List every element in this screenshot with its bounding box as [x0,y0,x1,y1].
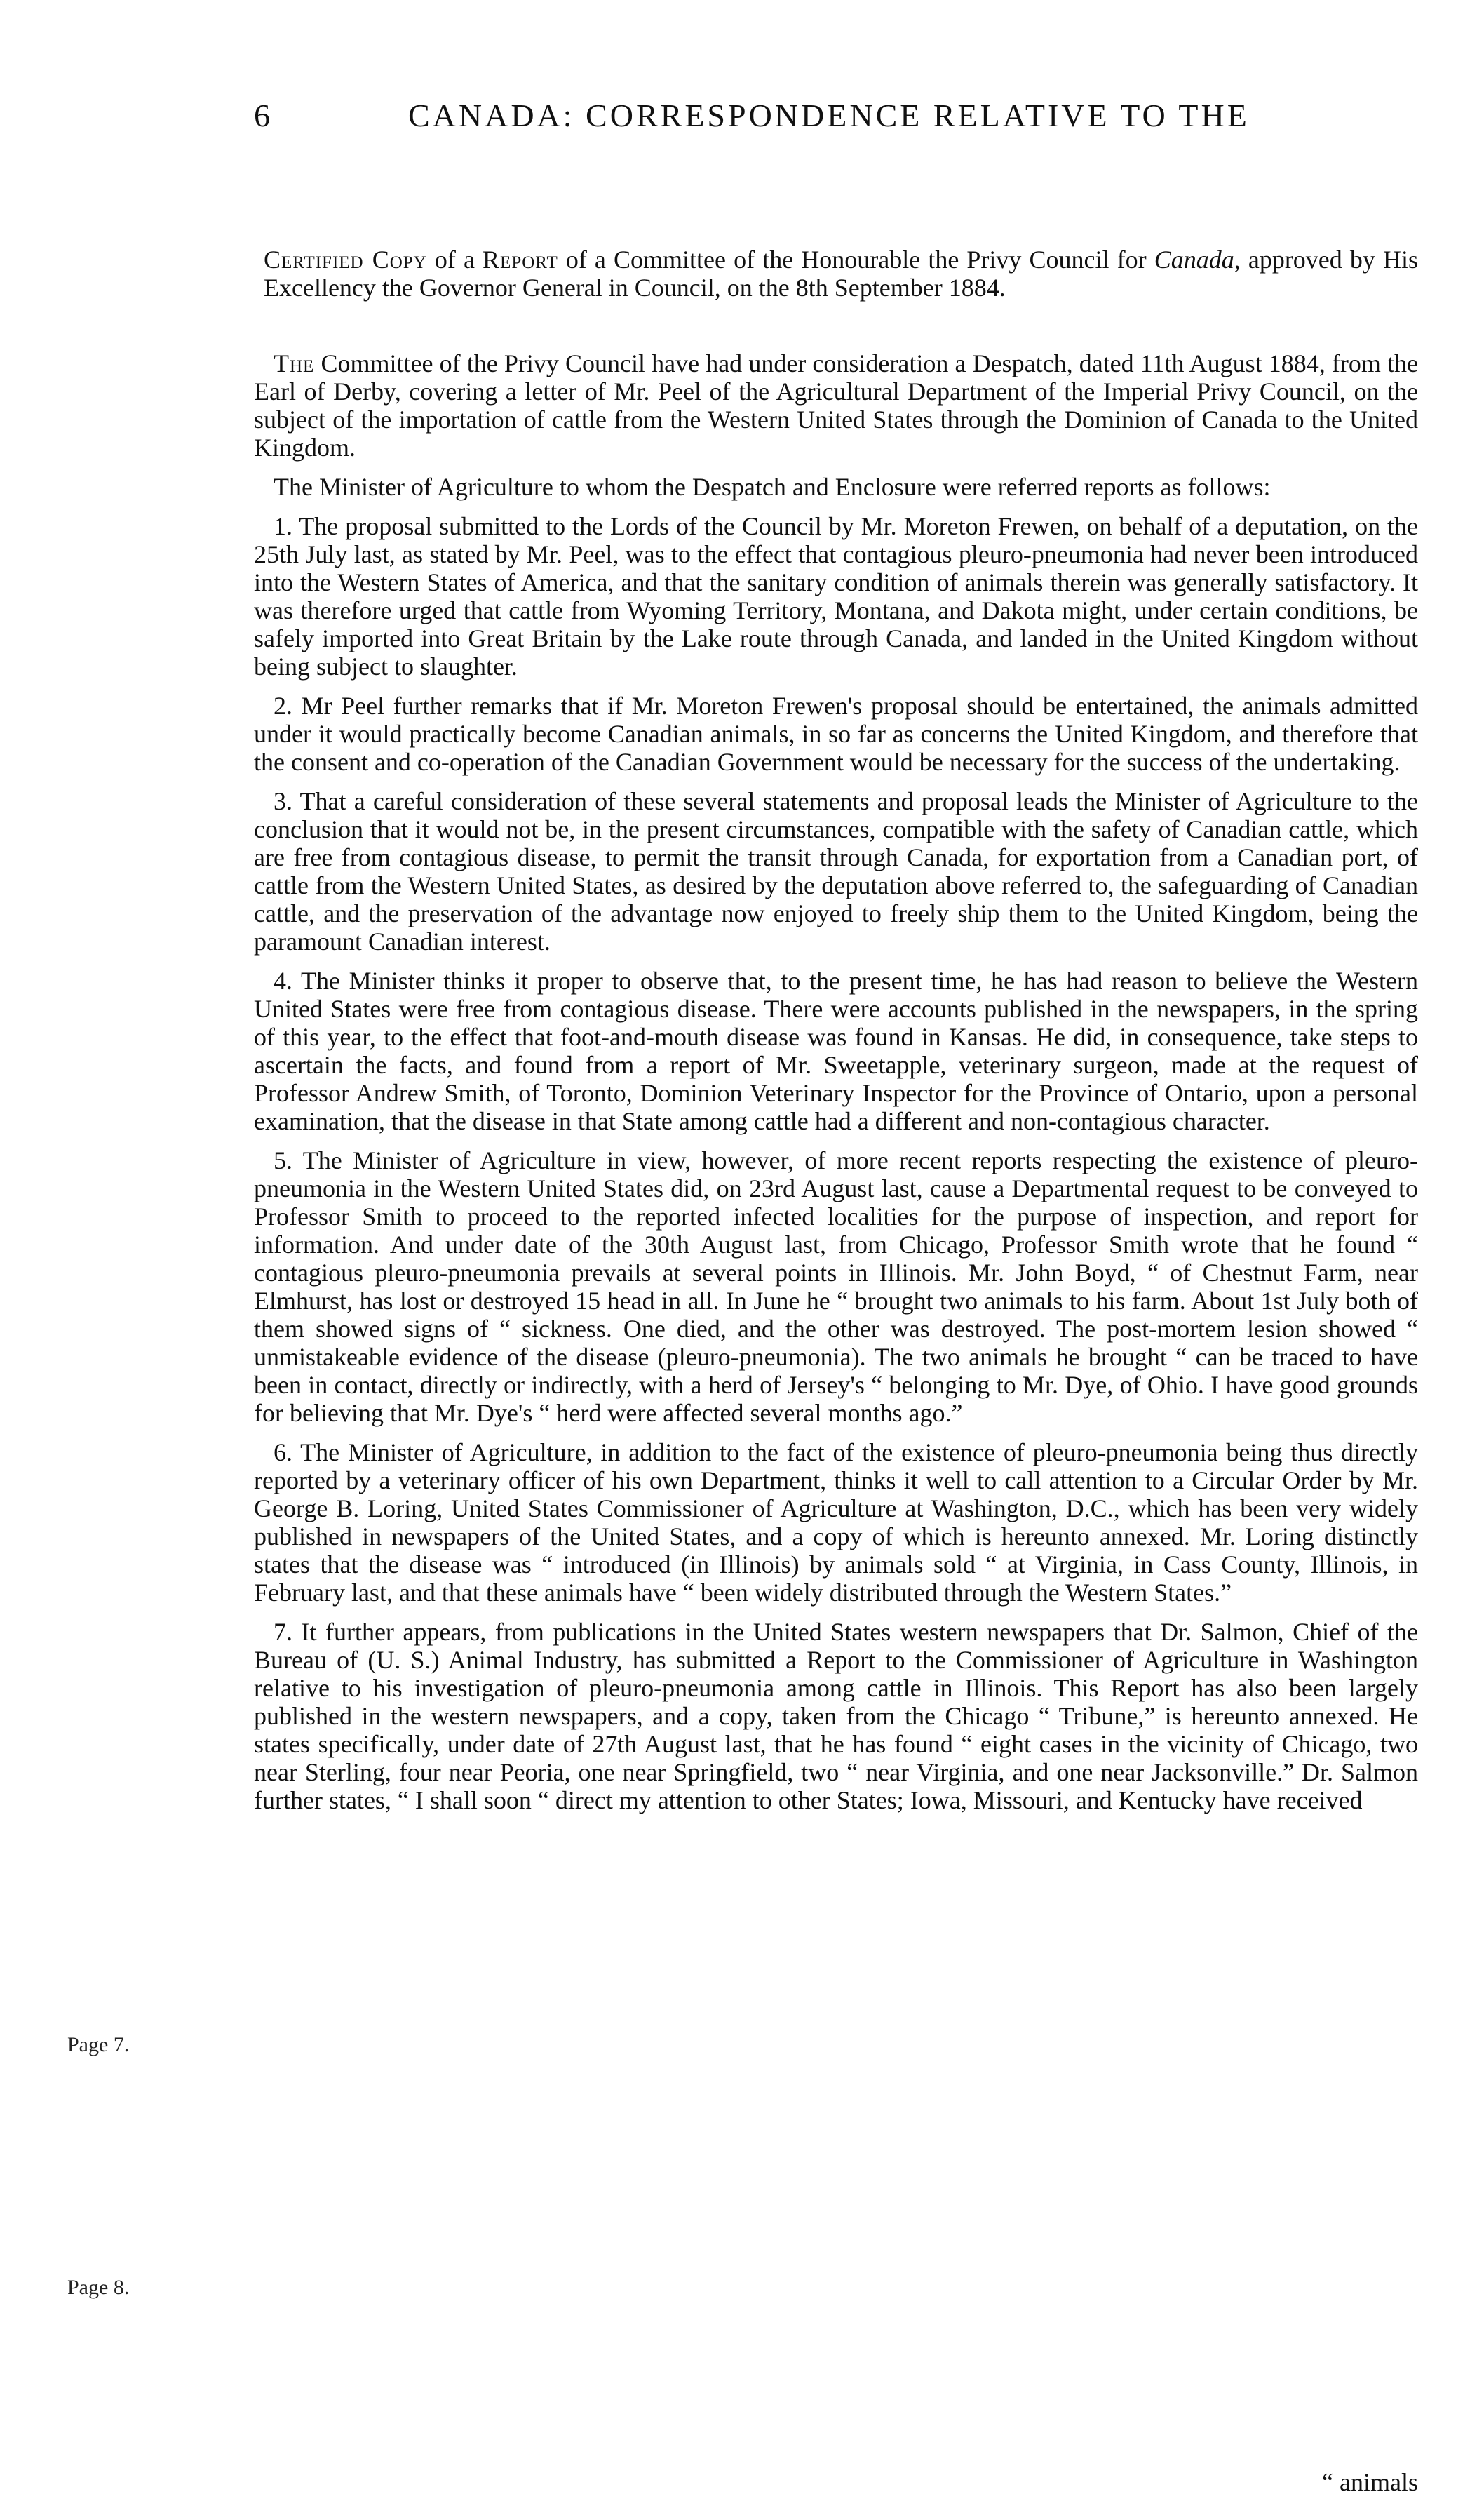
intro-paragraph [254,349,1418,462]
intro-lead: The [274,349,315,377]
paragraph-1: 1. The proposal submitted to the Lords of the Council by Mr. Moreton Frewen, on behalf of a deputation, on the 25th July last, as stated by Mr. Peel, was to the effect that contagious pleuro-pneumonia had never been introduced into the Western States of America, and that the sanitary condition of animals therein was generally satisfactory. It was therefore urged that cattle from Wyoming Territory, Montana, and Dakota might, under certain conditions, be safely imported into Great Britain by the Lake route through Canada, and landed in the United Kingdom without being subject to slaughter. [254,512,1418,681]
document-body [254,246,1418,1825]
running-head: CANADA: CORRESPONDENCE RELATIVE TO THE [408,98,1250,133]
intro-rest: Committee of the Privy Council have had under consideration a Despatch, dated 11th August 1884, from the Earl of Derby, covering a letter of Mr. Peel of the Agricultural Department of the Imperial Privy Council, on the subject of the importation of cattle from the Western United States through the Dominion of Canada to the United Kingdom. [254,349,1418,462]
paragraph-6: 6. The Minister of Agriculture, in addition to the fact of the existence of pleuro-pneumonia being thus directly reported by a veterinary officer of his own Department, thinks it well to call attention to a Circular Order by Mr. George B. Loring, United States Commissioner of Agriculture at Washington, D.C., which has been very widely published in newspapers of the United States, and a copy of which is hereunto annexed. Mr. Loring distinctly states that the disease was “ introduced (in Illinois) by animals sold “ at Virginia, in Cass County, Illinois, in February last, and that these animals have “ been widely distributed through the Western States.” [254,1438,1418,1607]
paragraph-2: 2. Mr Peel further remarks that if Mr. Moreton Frewen's proposal should be entertained, the animals admitted under it would practically become Canadian animals, in so far as concerns the United Kingdom, and therefore that the consent and co-operation of the Canadian Government would be necessary for the success of the undertaking. [254,692,1418,776]
margin-note-page-8: Page 8. [67,2276,130,2299]
report-word: Report [483,246,558,274]
minister-reports-paragraph: The Minister of Agriculture to whom the Despatch and Enclosure were referred reports as follows: [274,473,1271,501]
margin-note-page-7: Page 7. [67,2033,130,2056]
page-number: 6 [254,98,270,133]
page-header [254,97,1446,146]
paragraph-4: 4. The Minister thinks it proper to observe that, to the present time, he has had reason to believe the Western United States were free from contagious disease. There were accounts published in the newspapers, in the spring of this year, to the effect that foot-and-mouth disease was found in Kansas. He did, in consequence, take steps to ascertain the facts, and found from a report of Mr. Sweetapple, veterinary surgeon, made at the request of Professor Andrew Smith, of Toronto, Dominion Veterinary Inspector for the Province of Ontario, upon a personal examination, that the disease in that State among cattle had a different and non-contagious character. [254,967,1418,1135]
paragraph-7: 7. It further appears, from publications in the United States western newspapers that Dr. Salmon, Chief of the Bureau of (U. S.) Animal Industry, has submitted a Report to the Commissioner of Agriculture in Washington relative to his investigation of pleuro-pneumonia among cattle in Illinois. This Report has also been largely published in the western newspapers, and a copy, taken from the Chicago “ Tribune,” is hereunto annexed. He states specifically, under date of 27th August last, that he has found “ eight cases in the vicinity of Chicago, two near Sterling, four near Peoria, one near Springfield, two “ near Virginia, and one near Jacksonville.” Dr. Salmon further states, “ I shall soon “ direct my attention to other States; Iowa, Missouri, and Kentucky have received [254,1618,1418,1814]
certified-copy-heading [254,246,1418,302]
catchword: “ animals [1322,2468,1418,2496]
certified-place: Canada [1154,246,1234,274]
certified-text-c: , approved by His Excellency the Governor General in Council, on the 8th September 1884. [264,246,1419,302]
certified-text-a: of a [426,246,483,274]
paragraph-5: 5. The Minister of Agriculture in view, however, of more recent reports respecting the existence of pleuro-pneumonia in the Western United States did, on 23rd August last, cause a Departmental request to be conveyed to Professor Smith to proceed to the reported infected localities for the purpose of inspection, and report for information. And under date of the 30th August last, from Chicago, Professor Smith wrote that he found “ contagious pleuro-pneumonia prevails at several points in Illinois. Mr. John Boyd, “ of Chestnut Farm, near Elmhurst, has lost or destroyed 15 head in all. In June he “ brought two animals to his farm. About 1st July both of them showed signs of “ sickness. One died, and the other was destroyed. The post-mortem lesion showed “ unmistakeable evidence of the disease (pleuro-pneumonia). The two animals he brought “ can be traced to have been in contact, directly or indirectly, with a herd of Jersey's “ belonging to Mr. Dye, of Ohio. I have good grounds for believing that Mr. Dye's “ herd were affected several months ago.” [254,1146,1418,1427]
certified-text-b: of a Committee of the Honourable the Privy Council for [558,246,1154,274]
paragraph-3: 3. That a careful consideration of these several statements and proposal leads the Minister of Agriculture to the conclusion that it would not be, in the present circumstances, compatible with the safety of Canadian cattle, which are free from contagious disease, to permit the transit through Canada, for exportation from a Canadian port, of cattle from the Western United States, as desired by the deputation above referred to, the safeguarding of Canadian cattle, and the preservation of the advantage now enjoyed to freely ship them to the United Kingdom, being the paramount Canadian interest. [254,787,1418,956]
certified-copy-lead: Certified Copy [264,246,427,274]
